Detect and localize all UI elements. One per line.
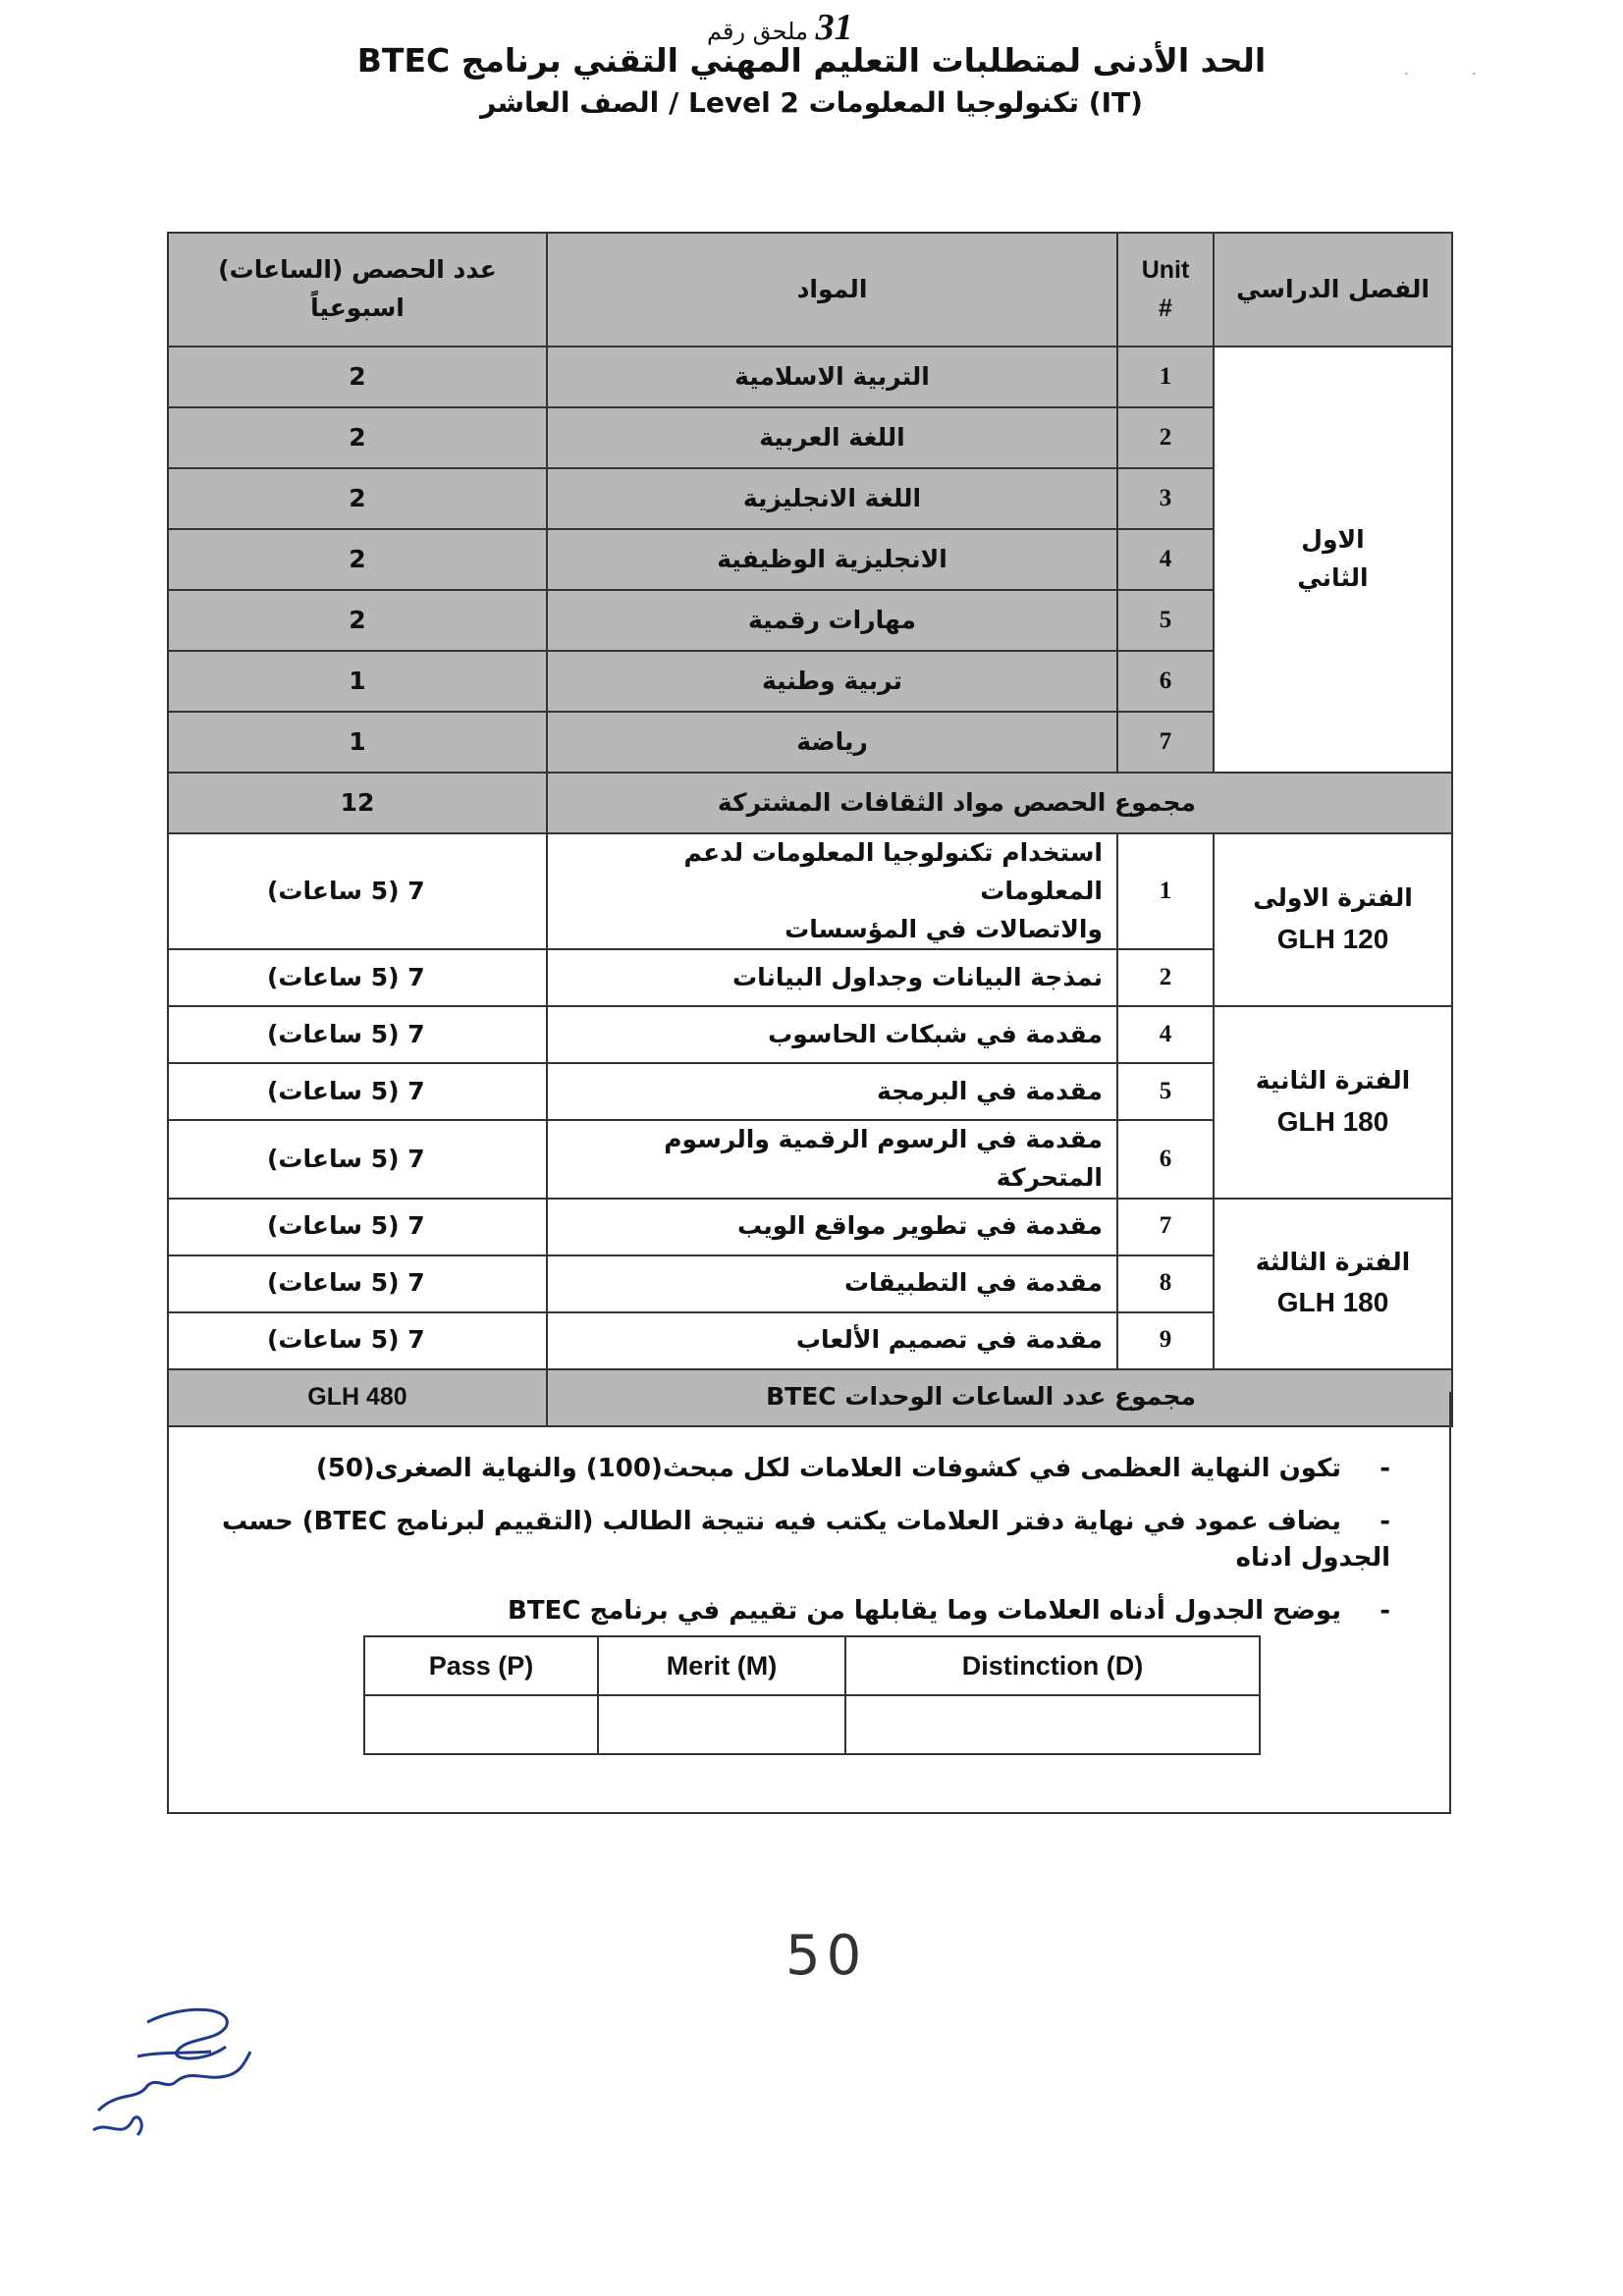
grade-merit-value bbox=[598, 1695, 845, 1754]
document-title: الحد الأدنى لمتطلبات التعليم المهني التقني برنامج BTEC bbox=[356, 41, 1267, 80]
common-semester bbox=[1214, 347, 1452, 773]
weekly-hours: 7 (5 ساعات) bbox=[168, 833, 547, 949]
period-name: الفترة الثانية bbox=[1255, 1065, 1411, 1095]
common-total-value: 12 bbox=[168, 773, 547, 833]
grades-table bbox=[363, 1635, 1261, 1755]
unit-number: 2 bbox=[1117, 407, 1214, 468]
weekly-hours: 2 bbox=[168, 529, 547, 590]
unit-number: 2 bbox=[1117, 949, 1214, 1006]
common-total-label: مجموع الحصص مواد الثقافات المشتركة bbox=[547, 773, 1452, 833]
unit-number: 9 bbox=[1117, 1312, 1214, 1369]
period-cell bbox=[1214, 1199, 1452, 1369]
header-hours-line2: اسبوعياً bbox=[310, 294, 405, 322]
btec-total-value: 480 GLH bbox=[168, 1369, 547, 1426]
common-total-row bbox=[168, 773, 1452, 833]
weekly-hours: 7 (5 ساعات) bbox=[168, 1199, 547, 1255]
unit-number: 4 bbox=[1117, 1006, 1214, 1063]
unit-number: 4 bbox=[1117, 529, 1214, 590]
header-hours bbox=[168, 233, 547, 347]
unit-number: 1 bbox=[1117, 833, 1214, 949]
document-subtitle: (IT) تكنولوجيا المعلومات Level 2 / الصف العاشر bbox=[480, 86, 1143, 119]
note-bullet: - bbox=[1380, 1507, 1390, 1537]
subject-name: الانجليزية الوظيفية bbox=[547, 529, 1117, 590]
note-item bbox=[173, 1593, 1390, 1629]
note-bullet: - bbox=[1380, 1454, 1390, 1483]
weekly-hours: 7 (5 ساعات) bbox=[168, 949, 547, 1006]
subject-name: مقدمة في الرسوم الرقمية والرسوم المتحركة bbox=[547, 1120, 1117, 1199]
subject-name: مقدمة في التطبيقات bbox=[547, 1255, 1117, 1312]
grades-value-row bbox=[364, 1695, 1260, 1754]
subject-name: مقدمة في شبكات الحاسوب bbox=[547, 1006, 1117, 1063]
weekly-hours: 1 bbox=[168, 651, 547, 712]
note-text: يوضح الجدول أدناه العلامات وما يقابلها من تقييم في برنامج BTEC bbox=[508, 1596, 1341, 1627]
semester-line1: الاول bbox=[1301, 525, 1365, 555]
unit-number: 1 bbox=[1117, 347, 1214, 407]
notes-list bbox=[173, 1451, 1390, 1647]
subject-name: مهارات رقمية bbox=[547, 590, 1117, 651]
period-glh: 120 GLH bbox=[1276, 923, 1389, 954]
weekly-hours: 7 (5 ساعات) bbox=[168, 1120, 547, 1199]
note-text: يضاف عمود في نهاية دفتر العلامات يكتب فيه نتيجة الطالب (التقييم لبرنامج BTEC) حسب الجدول ادناه bbox=[221, 1507, 1390, 1573]
weekly-hours: 2 bbox=[168, 590, 547, 651]
weekly-hours: 7 (5 ساعات) bbox=[168, 1255, 547, 1312]
grade-pass-value bbox=[364, 1695, 598, 1754]
subject-name: اللغة العربية bbox=[547, 407, 1117, 468]
weekly-hours: 7 (5 ساعات) bbox=[168, 1006, 547, 1063]
grade-merit: Merit (M) bbox=[598, 1636, 845, 1695]
unit-number: 7 bbox=[1117, 1199, 1214, 1255]
subject-name: التربية الاسلامية bbox=[547, 347, 1117, 407]
period-glh: 180 GLH bbox=[1276, 1105, 1389, 1137]
subject-name: نمذجة البيانات وجداول البيانات bbox=[547, 949, 1117, 1006]
grade-distinction: Distinction (D) bbox=[845, 1636, 1260, 1695]
table-row bbox=[168, 1006, 1452, 1063]
unit-number: 3 bbox=[1117, 468, 1214, 529]
unit-number: 6 bbox=[1117, 1120, 1214, 1199]
table-row bbox=[168, 347, 1452, 407]
subject-name: مقدمة في البرمجة bbox=[547, 1063, 1117, 1120]
period-name: الفترة الثالثة bbox=[1255, 1247, 1411, 1276]
subject-name: رياضة bbox=[547, 712, 1117, 773]
period-cell bbox=[1214, 833, 1452, 1006]
subject-name: مقدمة في تطوير مواقع الويب bbox=[547, 1199, 1117, 1255]
note-bullet: - bbox=[1380, 1596, 1390, 1627]
weekly-hours: 1 bbox=[168, 712, 547, 773]
subject-name: مقدمة في تصميم الألعاب bbox=[547, 1312, 1117, 1369]
unit-number: 7 bbox=[1117, 712, 1214, 773]
page-number: 50 bbox=[785, 1924, 868, 1988]
period-cell bbox=[1214, 1006, 1452, 1199]
subject-name: اللغة الانجليزية bbox=[547, 468, 1117, 529]
annex-number: 31 bbox=[815, 7, 853, 48]
table-row bbox=[168, 1199, 1452, 1255]
header-unit-line1: Unit bbox=[1141, 256, 1190, 285]
header-hours-line1: عدد الحصص (الساعات) bbox=[218, 255, 497, 285]
semester-line2: الثاني bbox=[1297, 563, 1369, 592]
annex-text: ملحق رقم bbox=[707, 18, 808, 45]
unit-number: 6 bbox=[1117, 651, 1214, 712]
note-item bbox=[173, 1504, 1390, 1575]
header-unit bbox=[1117, 233, 1214, 347]
weekly-hours: 2 bbox=[168, 407, 547, 468]
note-item bbox=[173, 1451, 1390, 1486]
grades-header-row bbox=[364, 1636, 1260, 1695]
header-subjects: المواد bbox=[547, 233, 1117, 347]
header-semester: الفصل الدراسي bbox=[1214, 233, 1452, 347]
subject-name bbox=[547, 833, 1117, 949]
header-unit-line2: # bbox=[1159, 294, 1172, 322]
period-name: الفترة الاولى bbox=[1253, 883, 1413, 913]
grade-distinction-value bbox=[845, 1695, 1260, 1754]
unit-number: 5 bbox=[1117, 590, 1214, 651]
handwritten-signature bbox=[79, 1983, 295, 2179]
grade-pass: Pass (P) bbox=[364, 1636, 598, 1695]
weekly-hours: 2 bbox=[168, 468, 547, 529]
subject-line1: استخدام تكنولوجيا المعلومات لدعم المعلومات bbox=[683, 838, 1103, 905]
table-row bbox=[168, 833, 1452, 949]
curriculum-table bbox=[167, 232, 1453, 1427]
unit-number: 8 bbox=[1117, 1255, 1214, 1312]
btec-total-label: مجموع عدد الساعات الوحدات BTEC bbox=[547, 1369, 1452, 1426]
note-text: تكون النهاية العظمى في كشوفات العلامات لكل مبحث(100) والنهاية الصغرى(50) bbox=[315, 1454, 1341, 1483]
period-glh: 180 GLH bbox=[1276, 1287, 1389, 1318]
unit-number: 5 bbox=[1117, 1063, 1214, 1120]
weekly-hours: 7 (5 ساعات) bbox=[168, 1063, 547, 1120]
subject-line2: والاتصالات في المؤسسات bbox=[784, 914, 1103, 943]
weekly-hours: 2 bbox=[168, 347, 547, 407]
weekly-hours: 7 (5 ساعات) bbox=[168, 1312, 547, 1369]
table-header-row bbox=[168, 233, 1452, 347]
scan-marks: · · bbox=[1404, 67, 1506, 82]
subject-name: تربية وطنية bbox=[547, 651, 1117, 712]
